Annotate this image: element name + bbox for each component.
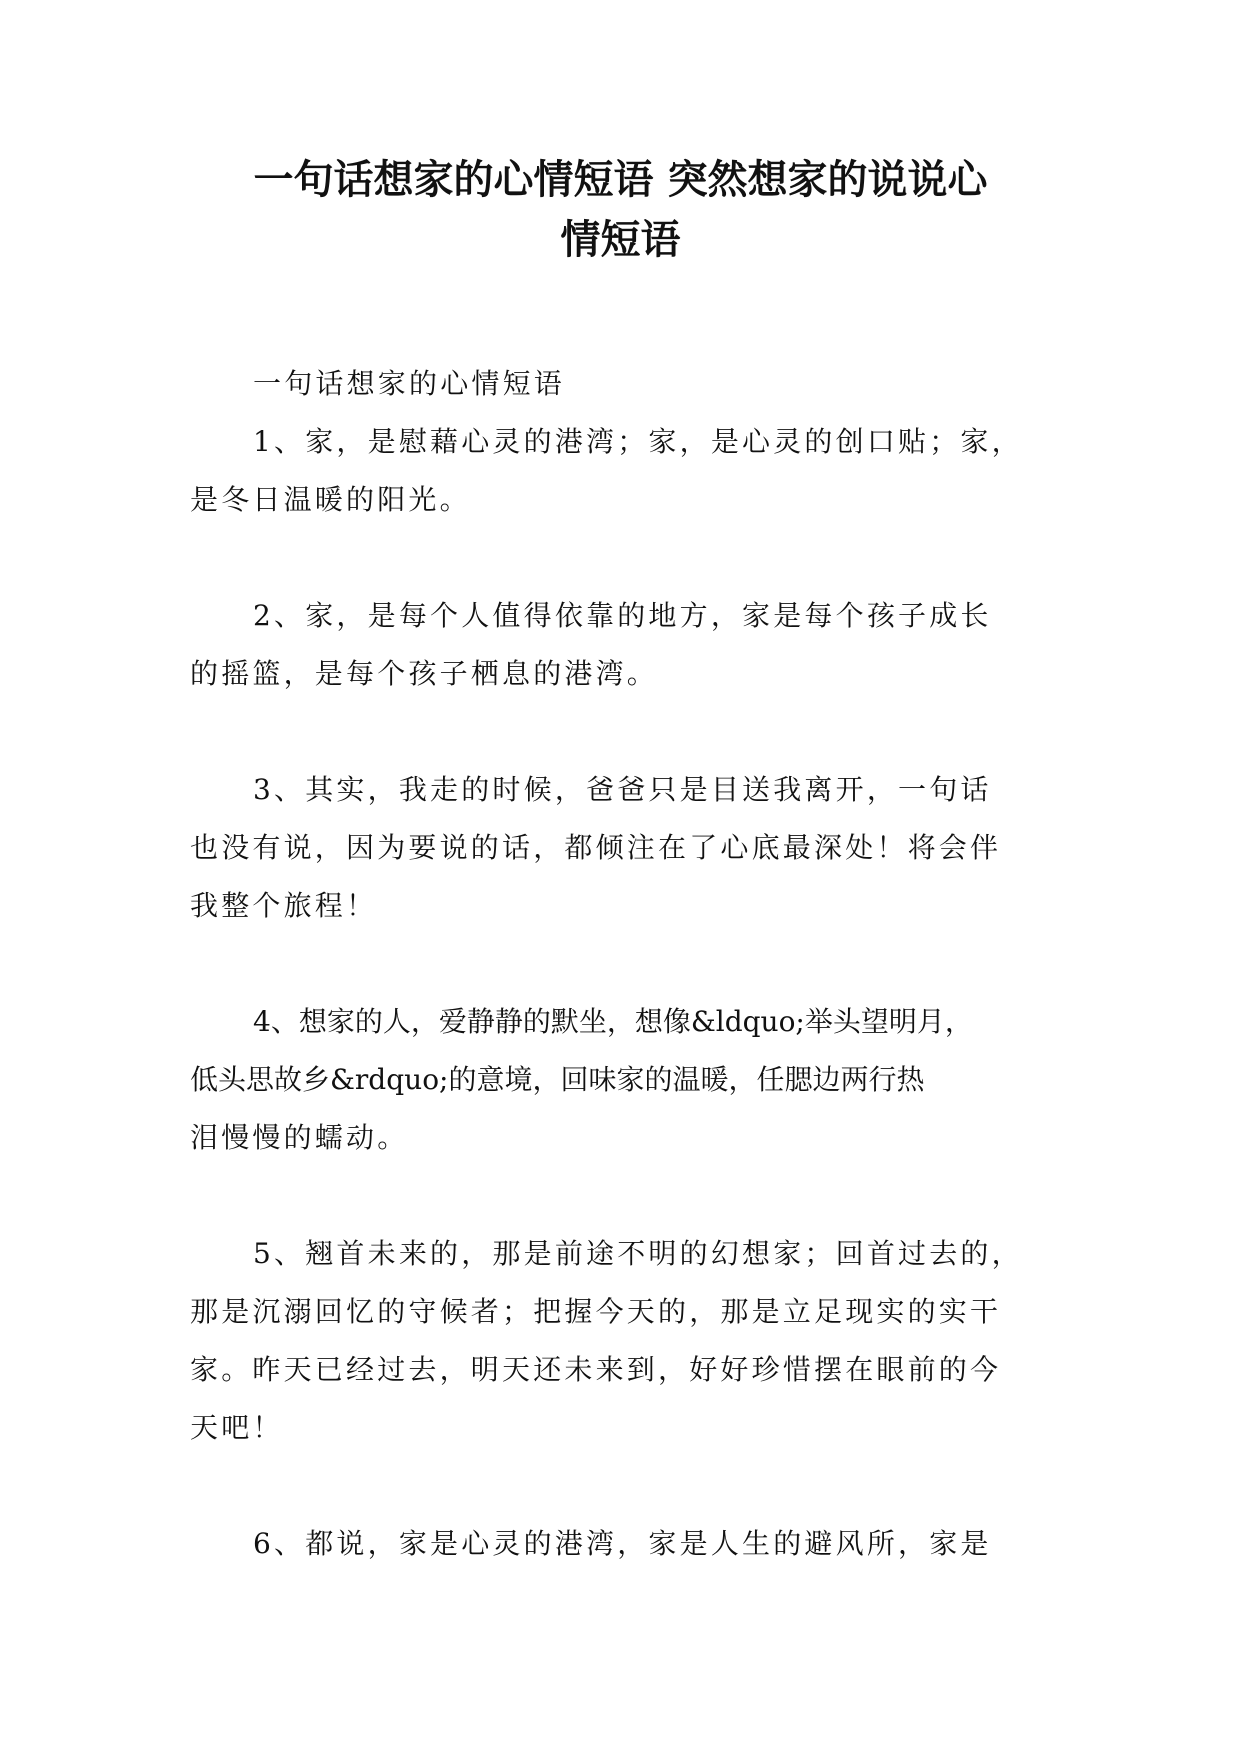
paragraph-spacer xyxy=(190,529,1050,587)
paragraph-1-line-2: 是冬日温暖的阳光。 xyxy=(190,483,471,516)
paragraph-spacer xyxy=(190,1457,1050,1515)
paragraph-5 xyxy=(190,1225,1050,1457)
paragraph-3-line-1: 3、其实，我走的时候，爸爸只是目送我离开，一句话 xyxy=(253,773,992,806)
paragraph-5-line-2: 那是沉溺回忆的守候者；把握今天的，那是立足现实的实干 xyxy=(190,1295,1002,1328)
document-title xyxy=(150,150,1091,270)
paragraph-spacer xyxy=(190,1167,1050,1225)
paragraph-4-line-2: 低头思故乡&rdquo;的意境，回味家的温暖，任腮边两行热 xyxy=(190,1063,925,1096)
paragraph-3-line-3: 我整个旅程！ xyxy=(190,889,378,922)
paragraph-2 xyxy=(190,587,1050,703)
section-heading-text: 一句话想家的心情短语 xyxy=(253,367,566,400)
paragraph-5-line-1: 5、翘首未来的，那是前途不明的幻想家；回首过去的， xyxy=(253,1237,1023,1270)
paragraph-4-line-3: 泪慢慢的蠕动。 xyxy=(190,1121,409,1154)
paragraph-6 xyxy=(190,1515,1050,1573)
paragraph-2-line-1: 2、家，是每个人值得依靠的地方，家是每个孩子成长 xyxy=(253,599,992,632)
paragraph-4 xyxy=(190,993,1050,1167)
paragraph-spacer xyxy=(190,935,1050,993)
paragraph-4-line-1: 4、想家的人，爱静静的默坐，想像&ldquo;举头望明月， xyxy=(253,1005,973,1038)
title-line-2: 情短语 xyxy=(560,216,681,263)
paragraph-1 xyxy=(190,413,1050,529)
paragraph-3-line-2: 也没有说，因为要说的话，都倾注在了心底最深处！将会伴 xyxy=(190,831,1002,864)
paragraph-5-line-3: 家。昨天已经过去，明天还未来到，好好珍惜摆在眼前的今 xyxy=(190,1353,1002,1386)
section-heading xyxy=(190,355,1050,413)
title-line-1: 一句话想家的心情短语 突然想家的说说心 xyxy=(253,156,988,203)
paragraph-3 xyxy=(190,761,1050,935)
document-body xyxy=(190,355,1050,1573)
paragraph-2-line-2: 的摇篮，是每个孩子栖息的港湾。 xyxy=(190,657,659,690)
paragraph-spacer xyxy=(190,703,1050,761)
paragraph-1-line-1: 1、家，是慰藉心灵的港湾；家，是心灵的创口贴；家， xyxy=(253,425,1023,458)
paragraph-6-line-1: 6、都说，家是心灵的港湾，家是人生的避风所，家是 xyxy=(253,1527,992,1560)
paragraph-5-line-4: 天吧！ xyxy=(190,1411,284,1444)
